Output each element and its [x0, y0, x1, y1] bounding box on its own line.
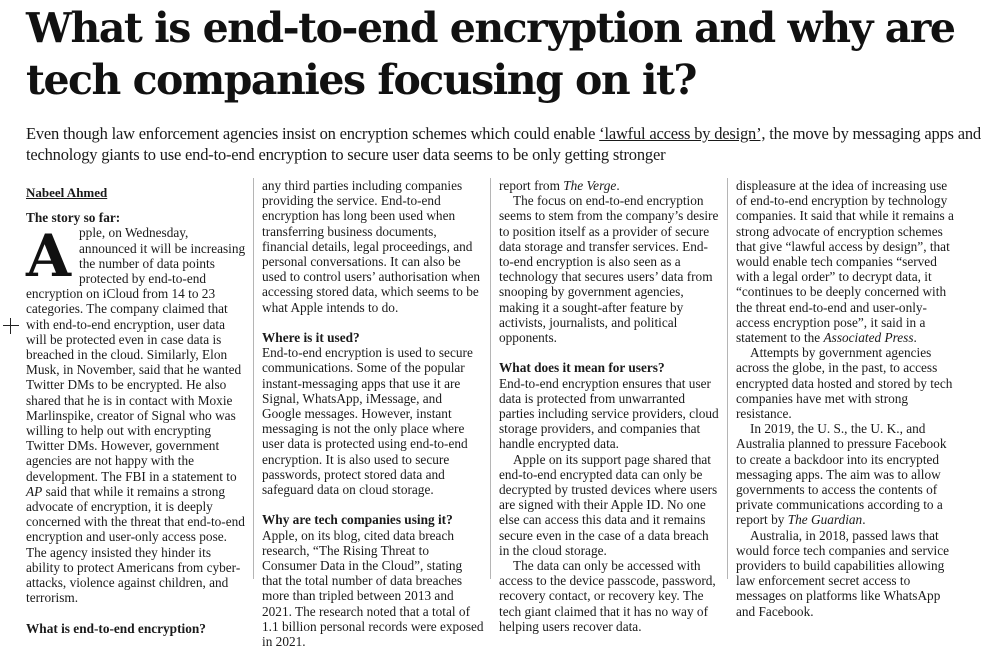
paragraph: Attempts by government agencies across the globe, in the past, to access encrypted data hosted and stored by tech companies have met with strong resistance. [736, 345, 953, 422]
author-byline[interactable]: Nabeel Ahmed [26, 185, 108, 200]
column-2 [262, 178, 484, 649]
paragraph: displeasure at the idea of increasing use of end-to-end encryption by technology companies. It said that while it remains a strong advocate of encryption schemes that give “lawful access by design”, that would enable tech companies “served with a legal order” to decrypt data, it “continues to be deeply concerned with the threat end-to-end and user-only-access encryption pose”, it said in a statement to the Associated Press. [736, 178, 954, 346]
paragraph: report from The Verge. [499, 178, 620, 193]
section-heading-where-used: Where is it used? [262, 330, 360, 346]
section-heading-users: What does it mean for users? [499, 360, 665, 376]
drop-cap: A [26, 222, 72, 291]
standfirst-text-start: Even though law enforcement agencies insist on encryption schemes which could enable [26, 124, 600, 143]
column-1 [26, 185, 248, 636]
intro-paragraph: Apple, on Wednesday, announced it will be increasing the number of data points protected by end-to-end encryption on iCloud from 14 to 23 categories. The company claimed that with end-to-end encryption, user data will be protected even in case data is breached in the cloud. Similarly, Elon Musk, in November, said that he wanted Twitter DMs to be encrypted. He also shared that he is in contact with Moxie Marlinspike, creator of Signal who was willing to help out with encrypting Twitter DMs. However, government agencies are not happy with the development. The FBI in a statement to AP said that while it remains a strong advocate of encryption, it is deeply concerned with the threat that end-to-end encryption and user-only access pose. The agency insisted they hinder its ability to protect Americans from cyber-attacks, violence against children, and terrorism. [26, 222, 246, 606]
standfirst-underlined-phrase: ‘lawful access by design’, [599, 124, 766, 143]
paragraph: The data can only be accessed with access to the device passcode, password, recovery contact, or recovery key. The tech giant claimed that it has no way of helping users recover data. [499, 558, 716, 634]
article-columns [0, 178, 998, 649]
section-heading-what-is: What is end-to-end encryption? [26, 620, 206, 636]
column-divider [253, 178, 254, 579]
column-3 [499, 178, 721, 634]
standfirst-text-end: the move by messaging apps and technology giants to use end-to-end encryption to secure user data seems to be only getting stronger [26, 124, 981, 164]
paragraph: Apple on its support page shared that end-to-end encrypted data can only be decrypted by trusted devices where users are signed with their Apple ID. No one else can access this data and it remains secure even in the case of a data breach in the cloud storage. [499, 451, 718, 558]
article-headline: What is end-to-end encryption and why are tech companies focusing on it? [26, 4, 955, 104]
crosshair-icon [3, 318, 19, 334]
article-standfirst [26, 123, 981, 165]
paragraph: The focus on end-to-end encryption seems to stem from the company’s desire to position itself as a provider of secure data storage and transfer services. End-to-end encryption is also seen as a technology that secures users’ data from snooping by government agencies, making it a sought-after feature by activists, journalists, and political opponents. [499, 193, 719, 346]
paragraph: any third parties including companies providing the service. End-to-end encryption has long been used when transferring business documents, financial details, legal proceedings, and personal conversations. It can also be used to control users’ authorisation when accessing stored data, which seems to be what Apple intends to do. [262, 178, 480, 315]
column-divider [490, 178, 491, 579]
section-heading-why-tech: Why are tech companies using it? [262, 512, 453, 528]
column-divider [727, 178, 728, 579]
paragraph: End-to-end encryption is used to secure communications. Some of the popular instant-messaging apps that use it are Signal, WhatsApp, iMessage, and Google messages. However, instant messaging is not the only place where user data is protected using end-to-end encryption. It is also used to secure passwords, protect stored data and safeguard data on cloud storage. [262, 345, 473, 498]
column-4 [736, 178, 958, 619]
paragraph: Apple, on its blog, cited data breach research, “The Rising Threat to Consumer Data in the Cloud”, stating that the total number of data breaches more than tripled between 2013 and 2021. The research noted that a total of 1.1 billion personal records were exposed in 2021. [262, 527, 484, 649]
paragraph: End-to-end encryption ensures that user data is protected from unwarranted parties including service providers, cloud storage providers, and companies that handle encrypted data. [499, 375, 719, 452]
section-heading-story-so-far: The story so far: [26, 210, 121, 226]
paragraph: Australia, in 2018, passed laws that would force tech companies and service providers to build capabilities allowing law enforcement secret access to messages on platforms like WhatsApp and Facebook. [736, 527, 950, 619]
paragraph: In 2019, the U. S., the U. K., and Australia planned to pressure Facebook to create a backdoor into its encrypted messaging apps. The aim was to allow governments to access the contents of private communications according to a report by The Guardian. [736, 421, 947, 528]
